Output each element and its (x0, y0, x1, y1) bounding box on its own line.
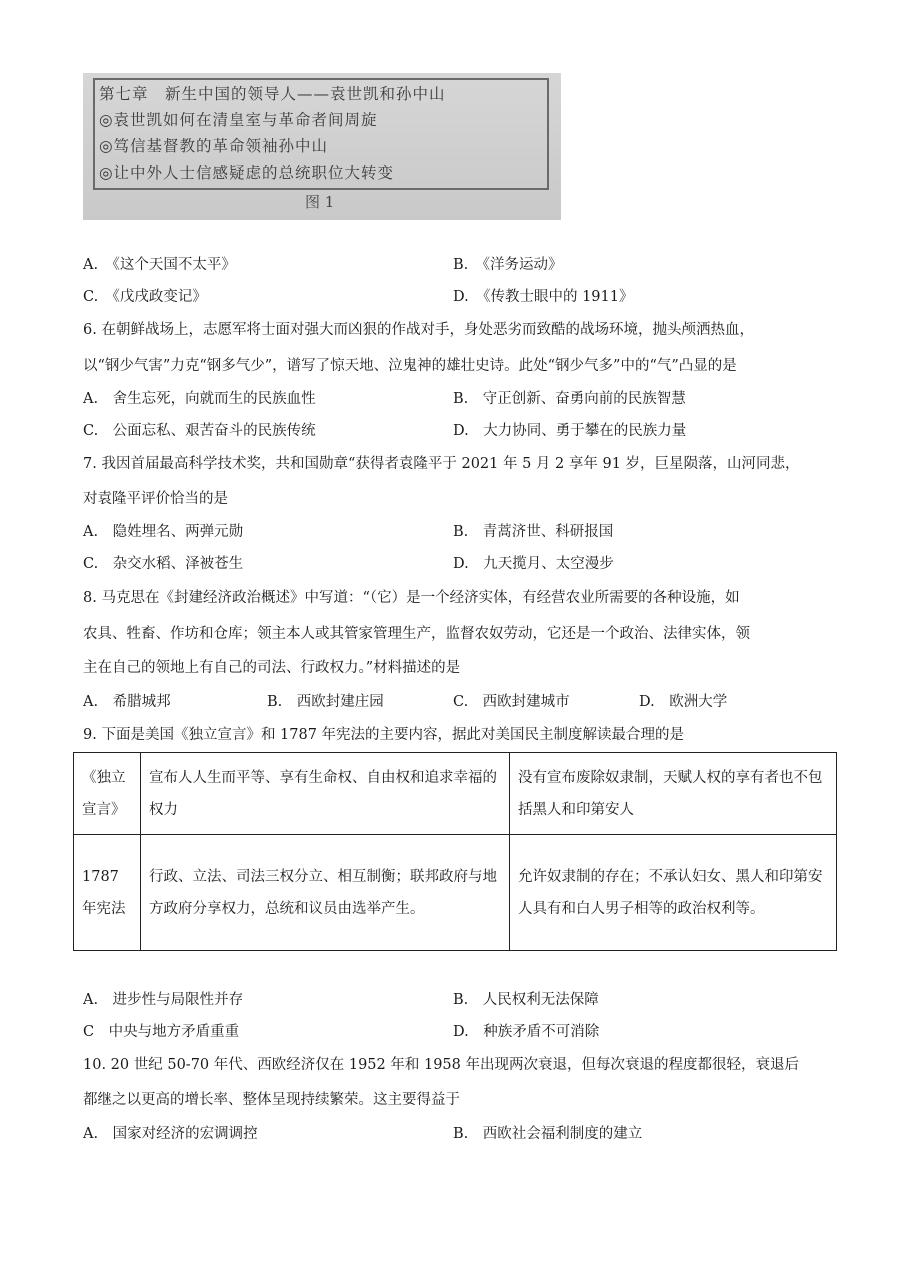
q9-option-c: C 中央与地方矛盾重重 (83, 1024, 240, 1040)
q8-option-b: B. 西欧封建庄园 (267, 694, 384, 710)
figure-line-2: ◎袁世凯如何在清皇室与革命者间周旋 (99, 111, 378, 129)
table-cell-constitution-title: 1787 年宪法 (74, 835, 141, 951)
q7-option-b: B. 青蒿济世、科研报国 (453, 524, 614, 540)
q6-stem-line-1: 6. 在朝鲜战场上，志愿军将士面对强大而凶狠的作战对手，身处恶劣而致酷的战场环境，抛头颅洒热血， (83, 322, 754, 338)
q7-option-d: D. 九天揽月、太空漫步 (453, 556, 614, 572)
figure-line-4: ◎让中外人士信感疑虑的总统职位大转变 (99, 164, 395, 182)
q10-stem-line-1: 10. 20 世纪 50-70 年代、西欧经济仅在 1952 年和 1958 年出现两次衰退，但每次衰退的程度都很轻，衰退后 (83, 1057, 799, 1073)
q8-stem-line-3: 主在自己的领地上有自己的司法、行政权力。”材料描述的是 (83, 660, 461, 676)
q9-option-b: B. 人民权利无法保障 (453, 992, 599, 1008)
figure-line-3: ◎笃信基督教的革命领袖孙中山 (99, 137, 329, 155)
table-cell-declaration-limits: 没有宣布废除奴隶制，天赋人权的享有者也不包括黑人和印第安人 (510, 753, 837, 835)
q9-table (73, 752, 837, 951)
q6-option-a: A. 舍生忘死，向就而生的民族血性 (83, 391, 316, 407)
table-cell-constitution-content: 行政、立法、司法三权分立、相互制衡；联邦政府与地方政府分享权力，总统和议员由选举产生。 (141, 835, 510, 951)
q6-option-d: D. 大力协同、勇于攀在的民族力量 (453, 423, 687, 439)
q5-option-a: A. 《这个天国不太平》 (83, 257, 236, 273)
q6-option-b: B. 守正创新、奋勇向前的民族智慧 (453, 391, 686, 407)
figure-line-1: 第七章 新生中国的领导人——袁世凯和孙中山 (99, 85, 446, 103)
table-cell-declaration-content: 宣布人人生而平等、享有生命权、自由权和追求幸福的权力 (141, 753, 510, 835)
figure-caption: 图 1 (305, 193, 335, 211)
q8-stem-line-2: 农具、牲畜、作坊和仓库；领主本人或其管家管理生产，监督农奴劳动，它还是一个政治、法律实体，领 (83, 626, 750, 642)
q5-option-b: B. 《洋务运动》 (453, 257, 563, 273)
table-row (74, 753, 837, 835)
q10-option-a: A. 国家对经济的宏调调控 (83, 1126, 258, 1142)
q7-option-a: A. 隐姓埋名、两弹元勋 (83, 524, 244, 540)
q7-stem-line-1: 7. 我因首届最高科学技术奖，共和国勋章“获得者袁隆平于 2021 年 5 月 2 享年 91 岁，巨星陨落，山河同悲， (83, 456, 800, 472)
q5-option-c: C. 《戊戌政变记》 (83, 289, 207, 305)
q8-option-d: D. 欧洲大学 (639, 694, 728, 710)
table-row (74, 835, 837, 951)
q10-option-b: B. 西欧社会福利制度的建立 (453, 1126, 643, 1142)
q5-option-d: D. 《传教士眼中的 1911》 (453, 289, 634, 305)
figure-1-image (83, 73, 561, 220)
q7-stem-line-2: 对袁隆平评价恰当的是 (83, 491, 228, 507)
q8-stem-line-1: 8. 马克思在《封建经济政治概述》中写道：“（它）是一个经济实体，有经营农业所需要的各种设施，如 (83, 590, 740, 606)
q9-option-d: D. 种族矛盾不可消除 (453, 1024, 600, 1040)
q10-stem-line-2: 都继之以更高的增长率、整体呈现持续繁荣。这主要得益于 (83, 1092, 460, 1108)
q6-option-c: C. 公面忘私、艰苦奋斗的民族传统 (83, 423, 316, 439)
table-cell-constitution-limits: 允许奴隶制的存在；不承认妇女、黑人和印第安人具有和白人男子相等的政治权利等。 (510, 835, 837, 951)
q9-option-a: A. 进步性与局限性并存 (83, 992, 244, 1008)
q8-option-c: C. 西欧封建城市 (453, 694, 570, 710)
q8-option-a: A. 希腊城邦 (83, 694, 171, 710)
q7-option-c: C. 杂交水稻、泽被苍生 (83, 556, 244, 572)
q6-stem-line-2: 以“钢少气害”力克“钢多气少”，谱写了惊天地、泣鬼神的雄壮史诗。此处“钢少气多”中的“气”凸显的是 (83, 358, 737, 374)
q9-stem: 9. 下面是美国《独立宣言》和 1787 年宪法的主要内容，据此对美国民主制度解读最合理的是 (83, 727, 685, 743)
table-cell-declaration-title: 《独立宣言》 (74, 753, 141, 835)
